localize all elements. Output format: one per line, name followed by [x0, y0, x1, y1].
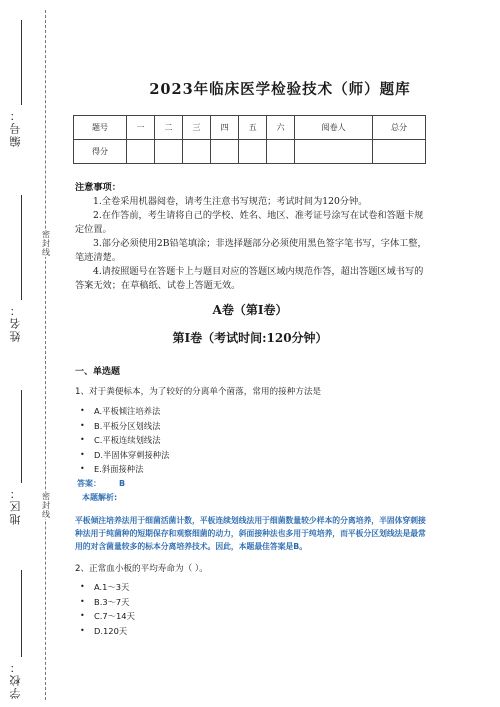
notice-item: 4.请按照题号在答题卡上与题目对应的答题区域内规范作答，超出答题区域书写的答案无效；在草稿纸、试卷上答题无效。 — [75, 266, 424, 291]
header-cell: 四 — [211, 116, 239, 140]
bullet-icon: • — [80, 464, 85, 473]
score-cell[interactable] — [126, 140, 154, 164]
score-table-header-row — [74, 116, 426, 140]
header-cell: 六 — [267, 116, 295, 140]
bullet-icon: • — [80, 435, 85, 444]
number-fill-line[interactable] — [21, 20, 22, 105]
option-d[interactable]: • D.半固体穿刺接种法 — [80, 448, 169, 463]
notice-item: 2.在作答前，考生请将自己的学校、姓名、地区、准考证号涂写在试卷和答题卡规定位置。 — [75, 210, 424, 235]
notice-item: 1.全卷采用机器阅卷，请考生注意书写规范；考试时间为120分钟。 — [93, 196, 368, 207]
option-d[interactable]: • D.120天 — [80, 624, 135, 639]
bullet-icon: • — [80, 611, 85, 620]
answer-label: 答案： — [77, 479, 101, 488]
score-cell[interactable] — [267, 140, 295, 164]
region-fill-line[interactable] — [21, 390, 22, 483]
score-row-label: 得分 — [74, 140, 127, 164]
bullet-icon: • — [80, 420, 85, 430]
paper-i-heading: 第Ⅰ卷（考试时间:120分钟） — [172, 331, 328, 345]
section-title: 一、单选题 — [75, 367, 121, 377]
option-b[interactable]: • B.平板分区划线法 — [80, 419, 169, 434]
question-1-options — [80, 404, 169, 477]
score-cell[interactable] — [211, 140, 239, 164]
paper-a-heading: A卷（第Ⅰ卷） — [212, 303, 288, 317]
score-cell[interactable] — [183, 140, 211, 164]
bullet-icon: • — [80, 582, 85, 591]
option-b[interactable]: • B.3～7天 — [80, 595, 135, 610]
answer-value: B — [119, 479, 126, 488]
option-e[interactable]: • E.斜面接种法 — [80, 462, 169, 477]
seal-mark-top: 密 封 线 — [42, 230, 50, 257]
question-2-options — [80, 580, 135, 638]
number-label: 编号： — [9, 108, 22, 147]
header-cell: 阅卷人 — [295, 116, 373, 140]
header-cell: 五 — [239, 116, 267, 140]
name-fill-line[interactable] — [21, 195, 22, 300]
answer-line — [77, 478, 125, 489]
score-cell[interactable] — [239, 140, 267, 164]
question-2-stem: 2、正常血小板的平均寿命为（ ）。 — [75, 564, 208, 574]
binding-margin — [0, 0, 60, 707]
score-cell[interactable] — [373, 140, 426, 164]
option-c[interactable]: • C.平板连续划线法 — [80, 433, 169, 448]
notice-item: 3.部分必须使用2B铅笔填涂；非选择题部分必须使用黑色签字笔书写，字体工整，笔迹清楚。 — [75, 238, 427, 263]
score-table-score-row — [74, 140, 426, 164]
school-label: 学校： — [9, 660, 22, 699]
notice-heading: 注意事项： — [75, 182, 121, 193]
region-label: 地区： — [9, 486, 22, 525]
header-cell: 题号 — [74, 116, 127, 140]
analysis-label: 本题解析: — [82, 493, 118, 502]
score-cell[interactable] — [295, 140, 373, 164]
bullet-icon: • — [80, 406, 85, 415]
header-cell: 总分 — [373, 116, 426, 140]
header-cell: 一 — [126, 116, 154, 140]
school-fill-line[interactable] — [21, 570, 22, 657]
page-title: 2023年临床医学检验技术（师）题库 — [149, 81, 411, 98]
header-cell: 三 — [183, 116, 211, 140]
bullet-icon: • — [80, 596, 85, 606]
question-1-stem: 1、对于粪便标本，为了较好的分离单个菌落，常用的接种方法是 — [75, 387, 322, 397]
name-label: 姓名： — [9, 303, 22, 342]
option-a[interactable]: • A.平板倾注培养法 — [80, 404, 169, 419]
seal-mark-bottom: 密 封 线 — [42, 492, 50, 519]
notice-block — [75, 181, 430, 293]
score-cell[interactable] — [154, 140, 182, 164]
score-table — [73, 115, 426, 164]
bullet-icon: • — [80, 625, 85, 635]
cut-line — [45, 10, 46, 700]
header-cell: 二 — [154, 116, 182, 140]
analysis-text: 平板倾注培养法用于细菌活菌计数，平板连续划线法用于细菌数量较少样本的分离培养，半固体穿刺接种法用于纯菌种的短期保存和观察细菌的动力，斜面接种法也多用于纯培养，而平板分区划线法是最常用的对含菌量较多的标本分离培养技术。因此，本题最佳答案是B。 — [75, 516, 426, 551]
bullet-icon: • — [80, 449, 85, 459]
option-c[interactable]: • C.7～14天 — [80, 609, 135, 624]
option-a[interactable]: • A.1～3天 — [80, 580, 135, 595]
